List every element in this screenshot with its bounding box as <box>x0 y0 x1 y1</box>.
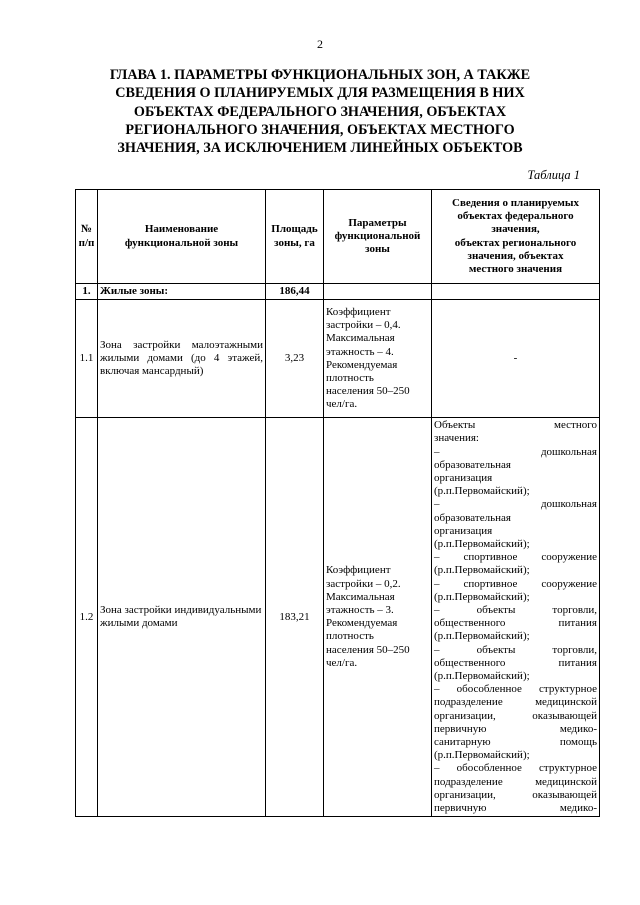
section-objects <box>432 284 600 300</box>
header-area-line: зоны, га <box>274 236 315 249</box>
objects-line: – дошкольная <box>434 498 597 511</box>
objects-line: (р.п.Первомайский); <box>434 538 530 551</box>
row-num: 1.2 <box>76 418 98 817</box>
params-line: плотность <box>326 371 374 384</box>
table-caption: Таблица 1 <box>527 168 580 182</box>
header-params-line: функциональной <box>334 229 421 242</box>
params-line: населения 50–250 <box>326 385 410 398</box>
objects-line: общественного питания <box>434 656 597 669</box>
objects-line: организация <box>434 524 493 537</box>
params-line: Максимальная <box>326 590 395 603</box>
params-line: Рекомендуемая <box>326 617 398 630</box>
row-params <box>324 418 432 817</box>
objects-line: (р.п.Первомайский); <box>434 749 530 762</box>
objects-line: – обособленное структурное <box>434 762 597 775</box>
row-objects: - <box>432 300 600 418</box>
header-area <box>266 190 324 284</box>
zones-table <box>75 189 600 817</box>
header-name-line: Наименование <box>144 223 219 236</box>
objects-line: подразделение медицинской <box>434 696 597 709</box>
chapter-title-line: ЗНАЧЕНИЯ, ЗА ИСКЛЮЧЕНИЕМ ЛИНЕЙНЫХ ОБЪЕКТОВ <box>117 140 523 157</box>
page-number: 2 <box>317 37 323 51</box>
objects-line: – объекты торговли, <box>434 643 597 656</box>
chapter-title-line: СВЕДЕНИЯ О ПЛАНИРУЕМЫХ ДЛЯ РАЗМЕЩЕНИЯ В НИХ <box>115 85 525 102</box>
header-objects-line: значения, объектах <box>467 249 564 262</box>
objects-line: общественного питания <box>434 617 597 630</box>
objects-line: (р.п.Первомайский); <box>434 564 530 577</box>
header-objects <box>432 190 600 284</box>
objects-line: (р.п.Первомайский); <box>434 485 530 498</box>
params-line: Рекомендуемая <box>326 358 398 371</box>
header-objects-line: объектах регионального <box>454 236 577 249</box>
chapter-title-line: ОБЪЕКТАХ ФЕДЕРАЛЬНОГО ЗНАЧЕНИЯ, ОБЪЕКТАХ <box>133 103 507 120</box>
objects-line: (р.п.Первомайский); <box>434 670 530 683</box>
table-row <box>76 418 600 817</box>
header-objects-line: местного значения <box>468 262 563 275</box>
params-line: Коэффициент <box>326 305 391 318</box>
params-line: этажность – 3. <box>326 604 394 617</box>
objects-line: санитарную помощь <box>434 736 597 749</box>
header-params <box>324 190 432 284</box>
params-line: плотность <box>326 630 374 643</box>
objects-line: значения: <box>434 432 479 445</box>
header-objects-line: Сведения о планируемых <box>452 196 579 209</box>
header-num <box>76 190 98 284</box>
header-name <box>98 190 266 284</box>
params-line: чел/га. <box>326 398 358 411</box>
header-objects-line: объектах федерального <box>457 210 574 223</box>
section-name: Жилые зоны: <box>98 284 266 300</box>
row-area: 183,21 <box>266 418 324 817</box>
params-line: Максимальная <box>326 332 395 345</box>
objects-line: первичную медико- <box>434 722 597 735</box>
params-line: этажность – 4. <box>326 345 394 358</box>
row-params <box>324 300 432 418</box>
header-objects-line: значения, <box>491 223 540 236</box>
header-params-line: Параметры <box>348 216 407 229</box>
section-params <box>324 284 432 300</box>
section-area: 186,44 <box>266 284 324 300</box>
row-area: 3,23 <box>266 300 324 418</box>
objects-line: образовательная <box>434 511 511 524</box>
chapter-title-line: РЕГИОНАЛЬНОГО ЗНАЧЕНИЯ, ОБЪЕКТАХ МЕСТНОГО <box>125 121 515 138</box>
objects-line: организация <box>434 472 493 485</box>
header-area-line: Площадь <box>271 223 318 236</box>
objects-line: первичную медико- <box>434 802 597 815</box>
objects-line: – дошкольная <box>434 445 597 458</box>
table-header-row <box>76 190 600 284</box>
header-num-line: № <box>80 223 93 236</box>
objects-line: Объекты местного <box>434 419 597 432</box>
params-line: Коэффициент <box>326 564 391 577</box>
objects-line: (р.п.Первомайский); <box>434 590 530 603</box>
row-num: 1.1 <box>76 300 98 418</box>
section-row <box>76 284 600 300</box>
objects-line: – спортивное сооружение <box>434 577 597 590</box>
params-line: застройки – 0,2. <box>326 577 401 590</box>
objects-line: образовательная <box>434 458 511 471</box>
params-line: населения 50–250 <box>326 643 410 656</box>
chapter-title <box>95 66 545 157</box>
section-num: 1. <box>76 284 98 300</box>
row-zone-name: Зона застройки индивидуальными жилыми домами <box>98 418 266 817</box>
header-name-line: функциональной зоны <box>124 236 239 249</box>
table-row <box>76 300 600 418</box>
objects-line: организации, оказывающей <box>434 709 597 722</box>
objects-line: организации, оказывающей <box>434 788 597 801</box>
objects-line: – спортивное сооружение <box>434 551 597 564</box>
objects-line: подразделение медицинской <box>434 775 597 788</box>
objects-line: (р.п.Первомайский); <box>434 630 530 643</box>
objects-line: – объекты торговли, <box>434 604 597 617</box>
row-zone-name: Зона застройки малоэтажными жилыми домами (до 4 этажей, включая мансардный) <box>98 300 266 418</box>
params-line: чел/га. <box>326 656 358 669</box>
params-line: застройки – 0,4. <box>326 319 401 332</box>
header-num-line: п/п <box>78 236 95 249</box>
header-params-line: зоны <box>365 243 390 256</box>
objects-line: – обособленное структурное <box>434 683 597 696</box>
chapter-title-line: ГЛАВА 1. ПАРАМЕТРЫ ФУНКЦИОНАЛЬНЫХ ЗОН, А ТАКЖЕ <box>109 67 531 83</box>
row-objects <box>432 418 600 817</box>
